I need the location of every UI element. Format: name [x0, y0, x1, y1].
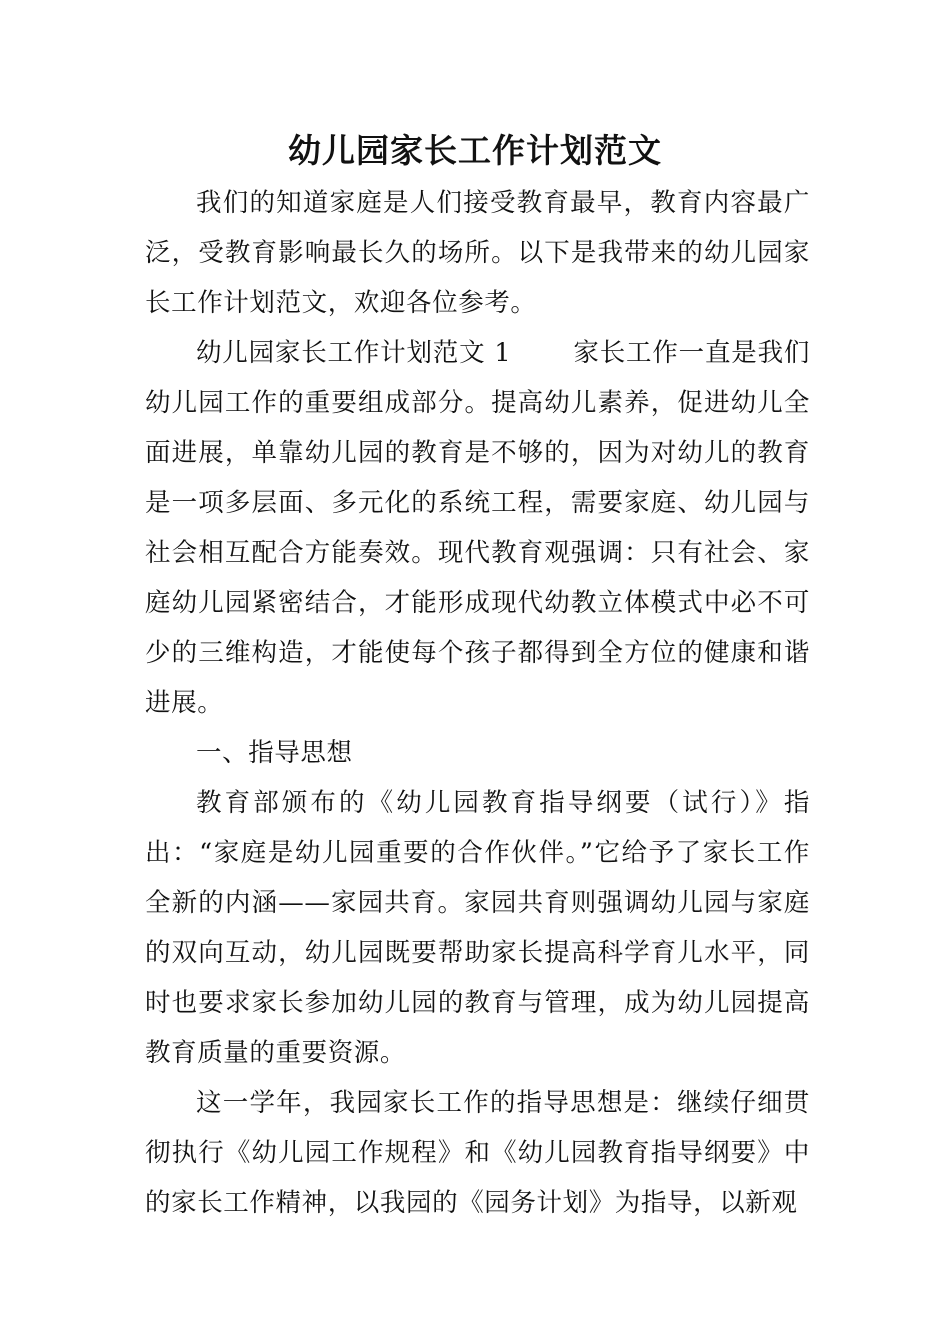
document-body — [145, 178, 810, 1228]
section-1-text: 家长工作一直是我们幼儿园工作的重要组成部分。提高幼儿素养，促进幼儿全面进展，单靠幼儿园的教育是不够的，因为对幼儿的教育是一项多层面、多元化的系统工程，需要家庭、幼儿园与社会相互配合方能奏效。现代教育观强调：只有社会、家庭幼儿园紧密结合，才能形成现代幼教立体模式中必不可少的三维构造，才能使每个孩子都得到全方位的健康和谐进展。 — [145, 338, 810, 718]
guiding-paragraph-1: 教育部颁布的《幼儿园教育指导纲要（试行）》指出：“家庭是幼儿园重要的合作伙伴。”它给予了家长工作全新的内涵——家园共育。家园共育则强调幼儿园与家庭的双向互动，幼儿园既要帮助家长提高科学育儿水平，同时也要求家长参加幼儿园的教育与管理，成为幼儿园提高教育质量的重要资源。 — [145, 788, 810, 1068]
guiding-heading: 一、指导思想 — [196, 738, 353, 768]
intro-paragraph: 我们的知道家庭是人们接受教育最早，教育内容最广泛，受教育影响最长久的场所。以下是我带来的幼儿园家长工作计划范文，欢迎各位参考。 — [145, 188, 810, 318]
document-title: 幼儿园家长工作计划范文 — [288, 131, 662, 170]
section-1-heading: 幼儿园家长工作计划范文 1 — [196, 338, 512, 368]
section-1-paragraph — [145, 328, 810, 728]
guiding-paragraph-2: 这一学年，我园家长工作的指导思想是：继续仔细贯彻执行《幼儿园工作规程》和《幼儿园教育指导纲要》中的家长工作精神，以我园的《园务计划》为指导，以新观 — [145, 1088, 810, 1218]
